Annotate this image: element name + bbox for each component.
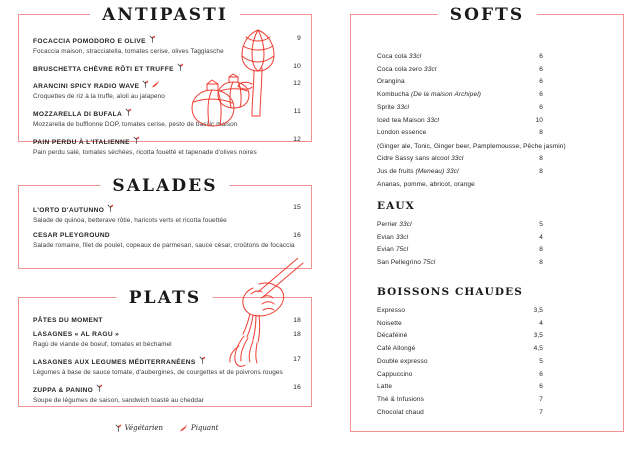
drink-item-price: 8 [539, 246, 543, 254]
drink-item-name: Thé & Infusions [377, 395, 424, 403]
drink-item-volume: 33cl [396, 103, 410, 111]
eaux-item-list [377, 219, 615, 270]
drink-item [377, 394, 615, 407]
drink-item-name: Iced tea Maison [377, 116, 425, 124]
drink-item-price: 6 [539, 383, 543, 391]
drink-item-name: Double expresso [377, 357, 428, 365]
drink-item-price: 4 [539, 319, 543, 327]
section-antipasti [18, 5, 312, 156]
sprout-icon [96, 384, 103, 392]
drink-item-price: 7 [539, 395, 543, 403]
menu-item-head [33, 232, 301, 239]
drink-item-price: 6 [539, 91, 543, 99]
group-title-eaux: EAUX [377, 200, 415, 212]
drink-item-volume: 33cl [426, 116, 440, 124]
drink-item [377, 166, 615, 179]
section-title-antipasti: ANTIPASTI [90, 5, 240, 25]
drink-item-price: 5 [539, 357, 543, 365]
menu-item-name: L'ORTO D'AUTUNNO [33, 207, 105, 214]
menu-item-head [33, 80, 301, 90]
drink-item [377, 76, 615, 89]
menu-item-name: PÂTES DU MOMENT [33, 317, 103, 324]
right-column [330, 0, 640, 452]
menu-item [33, 108, 301, 129]
section-salades [18, 176, 312, 269]
drink-item [377, 114, 615, 127]
menu-item-description: Légumes à base de sauce tomate, d'aubergines, de courgettes et de poivrons rouges [33, 368, 283, 376]
menu-item-head [33, 136, 301, 146]
drink-item-name: Perrier [377, 221, 398, 229]
sprout-icon [199, 356, 206, 364]
menu-item-price: 16 [293, 232, 301, 240]
menu-item-head [33, 35, 301, 45]
drink-item-name: Cidre Sassy sans alcool [377, 155, 450, 163]
drink-item [377, 64, 615, 77]
drink-item-volume: 33cl [446, 167, 459, 175]
drink-item-name: Orangina [377, 78, 405, 86]
drink-item-volume: 33cl [423, 65, 437, 73]
drink-item [377, 318, 615, 331]
menu-item-head [33, 384, 301, 394]
menu-item-price: 18 [293, 331, 301, 338]
menu-item [33, 35, 301, 56]
menu-item [33, 204, 301, 225]
drink-item [377, 244, 615, 257]
drink-item-name: San Pellegrino [377, 259, 421, 267]
drink-item-price: 4,5 [533, 345, 543, 353]
menu-item-name: PAIN PERDU À L'ITALIENNE [33, 139, 130, 147]
drink-item [377, 330, 615, 343]
drink-item [377, 127, 615, 140]
drink-item-price: 3,5 [533, 307, 543, 315]
menu-item-price: 9 [297, 35, 301, 42]
drink-item [377, 343, 615, 356]
drink-item-name: Latte [377, 383, 393, 391]
menu-item [33, 80, 301, 101]
section-plats [18, 288, 312, 407]
menu-item-head [33, 356, 301, 366]
menu-item-description: Pain perdu salé, tomates séchées, ricotta fouetté et tapenade d'olives noires [33, 148, 257, 156]
menu-item-price: 10 [293, 63, 301, 71]
antipasti-item-list [33, 35, 301, 165]
eaux-block [377, 200, 615, 270]
drink-item-volume: 33cl [399, 221, 412, 229]
drink-item-volume: 33cl [408, 53, 422, 61]
drink-item [377, 232, 615, 245]
drink-item-note: (Meneau) [415, 167, 445, 175]
plats-item-list [33, 317, 301, 412]
legend-vegetarian [112, 424, 163, 432]
drink-item-price: 3,5 [533, 332, 543, 340]
drink-item-price: 8 [539, 167, 543, 175]
drink-item-price: 6 [539, 65, 543, 73]
menu-item-price: 16 [293, 384, 301, 392]
section-drinks [350, 5, 624, 432]
drink-item-name: Expresso [377, 307, 406, 315]
boissons-chaudes-item-list [377, 305, 615, 419]
menu-item-name: ZUPPA & PANINO [33, 387, 94, 395]
drink-item [377, 102, 615, 115]
sprout-icon [177, 63, 184, 71]
legend-spicy-label: Piquant [190, 424, 219, 432]
drink-item-volume: 75cl [395, 246, 409, 254]
drink-item-price: 8 [539, 129, 543, 137]
menu-item-description: Mozzarella de bufflonne DOP, tomates cerise, pesto de basilic maison [33, 120, 238, 128]
menu-item-name: FOCACCIA POMODORO E OLIVE [33, 38, 146, 45]
menu-item-description: Salade romaine, filet de poulet, copeaux de parmesan, sauce césar, croûtons de focaccia [33, 241, 295, 249]
chili-pepper-icon [151, 80, 160, 88]
drink-item-price: 8 [539, 155, 543, 163]
drink-item-price: 8 [539, 259, 543, 267]
menu-item-price: 15 [293, 204, 301, 211]
sprout-icon [107, 204, 114, 212]
sprout-icon [142, 80, 149, 88]
menu-item [33, 63, 301, 73]
drink-item [377, 368, 615, 381]
drink-item-price: 6 [539, 370, 543, 378]
jus-de-fruits-note: Ananas, pomme, abricot, orange [377, 181, 475, 189]
menu-item [33, 331, 301, 349]
drink-item [377, 381, 615, 394]
drink-item-name: Coca cola [377, 53, 407, 61]
section-title-salades: SALADES [100, 176, 229, 196]
drink-item-name: Coca cola zero [377, 65, 423, 73]
menu-item [33, 384, 301, 405]
drink-item-price: 10 [535, 116, 543, 124]
legend [0, 424, 330, 432]
drink-item-price: 6 [539, 103, 543, 111]
menu-item-name: LASAGNES AUX LEGUMES MÉDITERRANÉENS [33, 359, 196, 367]
drink-item-note: (De la maison Archipel) [410, 91, 482, 99]
menu-item-price: 18 [293, 317, 301, 324]
drink-item [377, 305, 615, 318]
menu-item-name: CESAR PLEYGROUND [33, 232, 111, 240]
menu-item-head [33, 108, 301, 118]
softs-item-list [377, 51, 615, 192]
drink-item-price: 4 [539, 233, 543, 241]
drink-item-volume: 75cl [422, 259, 436, 267]
sprout-icon [115, 424, 122, 432]
drink-item-name: Jus de fruits [377, 167, 414, 175]
drink-item-name: Café Allongé [377, 345, 416, 353]
menu-item-head [33, 204, 301, 214]
menu-item-description: Ragù de viande de boeuf, tomates et béchamel [33, 340, 172, 348]
drink-item [377, 356, 615, 369]
salades-item-list [33, 204, 301, 257]
menu-item-price: 12 [293, 80, 301, 88]
menu-item-head [33, 317, 301, 324]
menu-item [33, 356, 301, 377]
drink-item-name: Kombucha [377, 91, 410, 99]
drink-item-name: Sprite [377, 103, 395, 111]
chili-pepper-icon [179, 424, 188, 432]
sprout-icon [133, 136, 140, 144]
drink-item-name: Evian [377, 246, 394, 254]
boissons-chaudes-block [377, 286, 615, 419]
drink-item-name: Cappuccino [377, 370, 413, 378]
drink-item-price: 6 [539, 53, 543, 61]
menu-item-head [33, 331, 301, 338]
legend-vegetarian-label: Végétarien [124, 424, 163, 432]
menu-item-description: Soupe de légumes de saison, sandwich toasté au cheddar [33, 396, 204, 404]
menu-item-head [33, 63, 301, 73]
menu-item-description: Salade de quinoa, betterave rôtie, haricots verts et ricotta fouettée [33, 216, 227, 224]
drink-item-volume: 33cl [395, 233, 409, 241]
menu-item-price: 11 [293, 108, 301, 116]
drink-item-price: 7 [539, 408, 543, 416]
group-title-boissons-chaudes: BOISSONS CHAUDES [377, 286, 523, 298]
menu-item [33, 317, 301, 324]
drink-item-price: 5 [539, 221, 543, 229]
menu-item-name: MOZZARELLA DI BUFALA [33, 111, 123, 119]
drink-item [377, 51, 615, 64]
menu-item-name: LASAGNES « AL RAGU » [33, 331, 120, 338]
drink-item-name: Chocolat chaud [377, 408, 424, 416]
drink-item-name: Evian [377, 233, 394, 241]
menu-item-price: 17 [293, 356, 301, 364]
menu-item-name: ARANCINI SPICY RADIO WAVE [33, 83, 140, 91]
menu-item [33, 136, 301, 157]
legend-spicy [177, 424, 218, 432]
london-essence-note: (Ginger ale, Tonic, Ginger beer, Pamplemousse, Pêche jasmin) [377, 142, 566, 150]
drink-item-volume: 33cl [451, 155, 464, 163]
drink-item-name: London essence [377, 129, 427, 137]
drink-item [377, 219, 615, 232]
drink-item [377, 89, 615, 102]
menu-item-price: 12 [293, 136, 301, 144]
section-title-softs: SOFTS [438, 5, 537, 25]
sprout-icon [149, 35, 156, 43]
menu-item-description: Focaccia maison, stracciatella, tomates cerise, olives Taggiasche [33, 47, 224, 55]
drink-item-name: Décaféiné [377, 332, 408, 340]
drink-item-name: Noisette [377, 319, 402, 327]
section-title-plats: PLATS [117, 288, 213, 308]
menu-item-description: Croquettes de riz à la truffe, aïoli au jalapeno [33, 92, 165, 100]
drink-item [377, 257, 615, 270]
drink-item-price: 6 [539, 78, 543, 86]
menu-item-name: BRUSCHETTA CHÈVRE RÔTI ET TRUFFE [33, 66, 174, 74]
drink-item [377, 153, 615, 166]
drink-item [377, 407, 615, 420]
menu-item [33, 232, 301, 250]
sprout-icon [125, 108, 132, 116]
